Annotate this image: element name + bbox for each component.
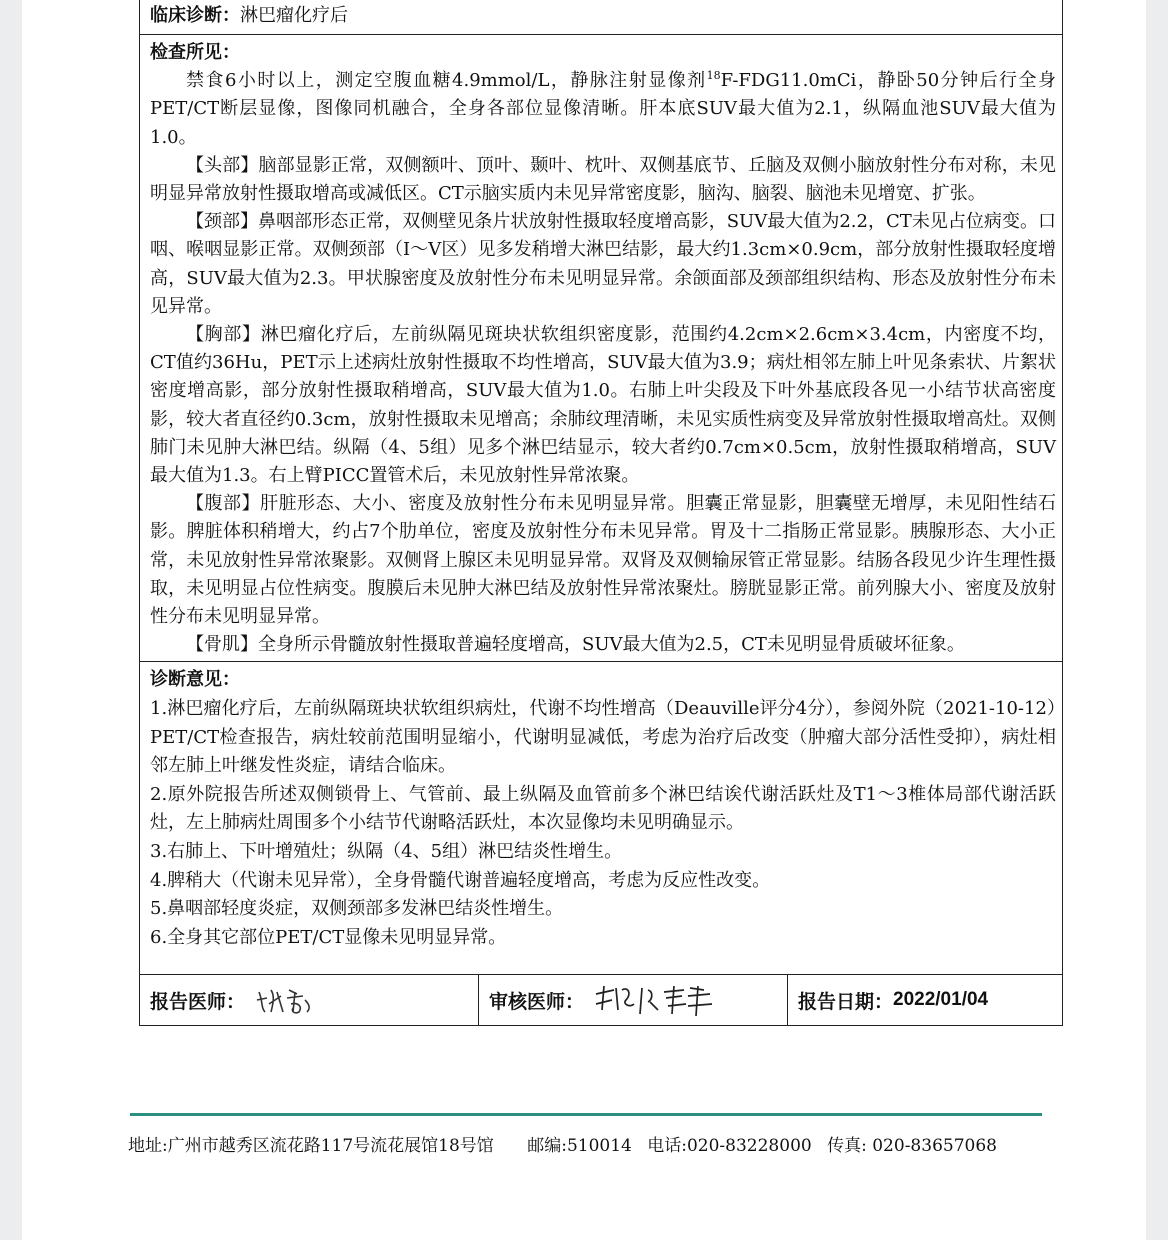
- clinical-diagnosis-label: 临床诊断：: [150, 5, 240, 26]
- clinical-diagnosis-row: [140, 0, 1062, 35]
- findings-section: [140, 35, 1062, 661]
- findings-title: 检查所见：: [150, 42, 240, 63]
- signature-row: [140, 974, 1062, 1026]
- footer-address: 地址:广州市越秀区流花路117号流花展馆18号馆: [128, 1136, 494, 1156]
- reporter-label: 报告医师：: [150, 990, 246, 1013]
- opinion-title: 诊断意见：: [150, 669, 240, 691]
- findings-intro: [150, 67, 1056, 152]
- isotope-superscript: 18: [706, 69, 721, 83]
- findings-bone-muscle: 【骨肌】全身所示骨髓放射性摄取普遍轻度增高，SUV最大值为2.5，CT未见明显骨质破坏征象。: [186, 634, 965, 656]
- findings-intro-text: 禁食6小时以上，测定空腹血糖4.9mmol/L，静脉注射显像剂: [186, 70, 707, 92]
- opinion-item: 2.原外院报告所述双侧锁骨上、气管前、最上纵隔及血管前多个淋巴结诶代谢活跃灶及T1～3椎体局部代谢活跃灶，左上肺病灶周围多个小结节代谢略活跃灶，本次显像均未见明确显示。: [150, 783, 1056, 834]
- diagnosis-opinion-section: [140, 661, 1062, 960]
- reporter-signature-icon: [253, 982, 323, 1018]
- opinion-item: 4.脾稍大（代谢未见异常），全身骨髓代谢普遍轻度增高，考虑为反应性改变。: [150, 869, 771, 891]
- opinion-item: 5.鼻咽部轻度炎症，双侧颈部多发淋巴结炎性增生。: [150, 898, 564, 920]
- reviewer-label: 审核医师：: [489, 990, 585, 1013]
- footer-divider: [130, 1113, 1042, 1116]
- report-date-value: 2022/01/04: [893, 989, 989, 1011]
- opinion-item: 6.全身其它部位PET/CT显像未见明显异常。: [150, 926, 507, 948]
- reporter-cell: [140, 975, 479, 1025]
- report-page: [22, 0, 1146, 1240]
- opinion-item: 1.淋巴瘤化疗后，左前纵隔斑块状软组织病灶，代谢不均性增高（Deauville评分4分），参阅外院（2021-10-12）PET/CT检查报告，病灶较前范围明显缩小，代谢明显减低，考虑为治疗后改变（肿瘤大部分活性受抑），病灶相邻左肺上叶继发性炎症，请结合临床。: [150, 698, 1056, 777]
- reviewer-cell: [479, 975, 788, 1025]
- footer: [128, 1131, 997, 1156]
- findings-head: 【头部】脑部显影正常，双侧额叶、顶叶、颞叶、枕叶、双侧基底节、丘脑及双侧小脑放射性分布对称，未见明显异常放射性摄取增高或减低区。CT示脑实质内未见异常密度影，脑沟、脑裂、脑池未见增宽、扩张。: [150, 154, 1056, 205]
- opinion-item: 3.右肺上、下叶增殖灶；纵隔（4、5组）淋巴结炎性增生。: [150, 841, 623, 863]
- report-table: [139, 0, 1063, 1026]
- footer-postcode: 邮编:510014: [527, 1136, 632, 1156]
- findings-chest: 【胸部】淋巴瘤化疗后，左前纵隔见斑块状软组织密度影，范围约4.2cm×2.6cm×3.4cm，内密度不均，CT值约36Hu，PET示上述病灶放射性摄取不均性增高，SUV最大值为3.9；病灶相邻左肺上叶见条索状、片絮状密度增高影，部分放射性摄取稍增高，SUV最大值为1.0。右肺上叶尖段及下叶外基底段各见一小结节状高密度影，较大者直径约0.3cm，放射性摄取未见增高；余肺纹理清晰，未见实质性病变及异常放射性摄取增高灶。双侧肺门未见肿大淋巴结。纵隔（4、5组）见多个淋巴结显示，较大者约0.7cm×0.5cm，放射性摄取稍增高，SUV最大值为1.3。右上臂PICC置管术后，未见放射性异常浓聚。: [150, 324, 1056, 487]
- findings-intro-text-2: F-FDG11.0mCi，静卧50分钟后行全身PET/CT断层显像，图像同机融合，全身各部位显像清晰。肝本底SUV最大值为2.1，纵隔血池SUV最大值为1.0。: [150, 70, 1056, 148]
- reviewer-signature-icon: [592, 980, 722, 1020]
- report-date-label: 报告日期：: [798, 990, 894, 1013]
- clinical-diagnosis-value: 淋巴瘤化疗后: [240, 5, 348, 26]
- footer-phone: 电话:020-83228000: [647, 1136, 812, 1156]
- footer-fax: 传真: 020-83657068: [827, 1136, 997, 1156]
- report-date-cell: [788, 975, 1062, 1025]
- findings-neck: 【颈部】鼻咽部形态正常，双侧壁见条片状放射性摄取轻度增高影，SUV最大值为2.2，CT未见占位病变。口咽、喉咽显影正常。双侧颈部（Ⅰ～Ⅴ区）见多发稍增大淋巴结影，最大约1.3cm×0.9cm，部分放射性摄取轻度增高，SUV最大值为2.3。甲状腺密度及放射性分布未见明显异常。余颌面部及颈部组织结构、形态及放射性分布未见异常。: [150, 211, 1056, 317]
- findings-abdomen: 【腹部】肝脏形态、大小、密度及放射性分布未见明显异常。胆囊正常显影，胆囊壁无增厚，未见阳性结石影。脾脏体积稍增大，约占7个肋单位，密度及放射性分布未见异常。胃及十二指肠正常显影。胰腺形态、大小正常，未见放射性异常浓聚影。双侧肾上腺区未见明显异常。双肾及双侧输尿管正常显影。结肠各段见少许生理性摄取，未见明显占位性病变。腹膜后未见肿大淋巴结及放射性异常浓聚灶。膀胱显影正常。前列腺大小、密度及放射性分布未见明显异常。: [150, 493, 1056, 628]
